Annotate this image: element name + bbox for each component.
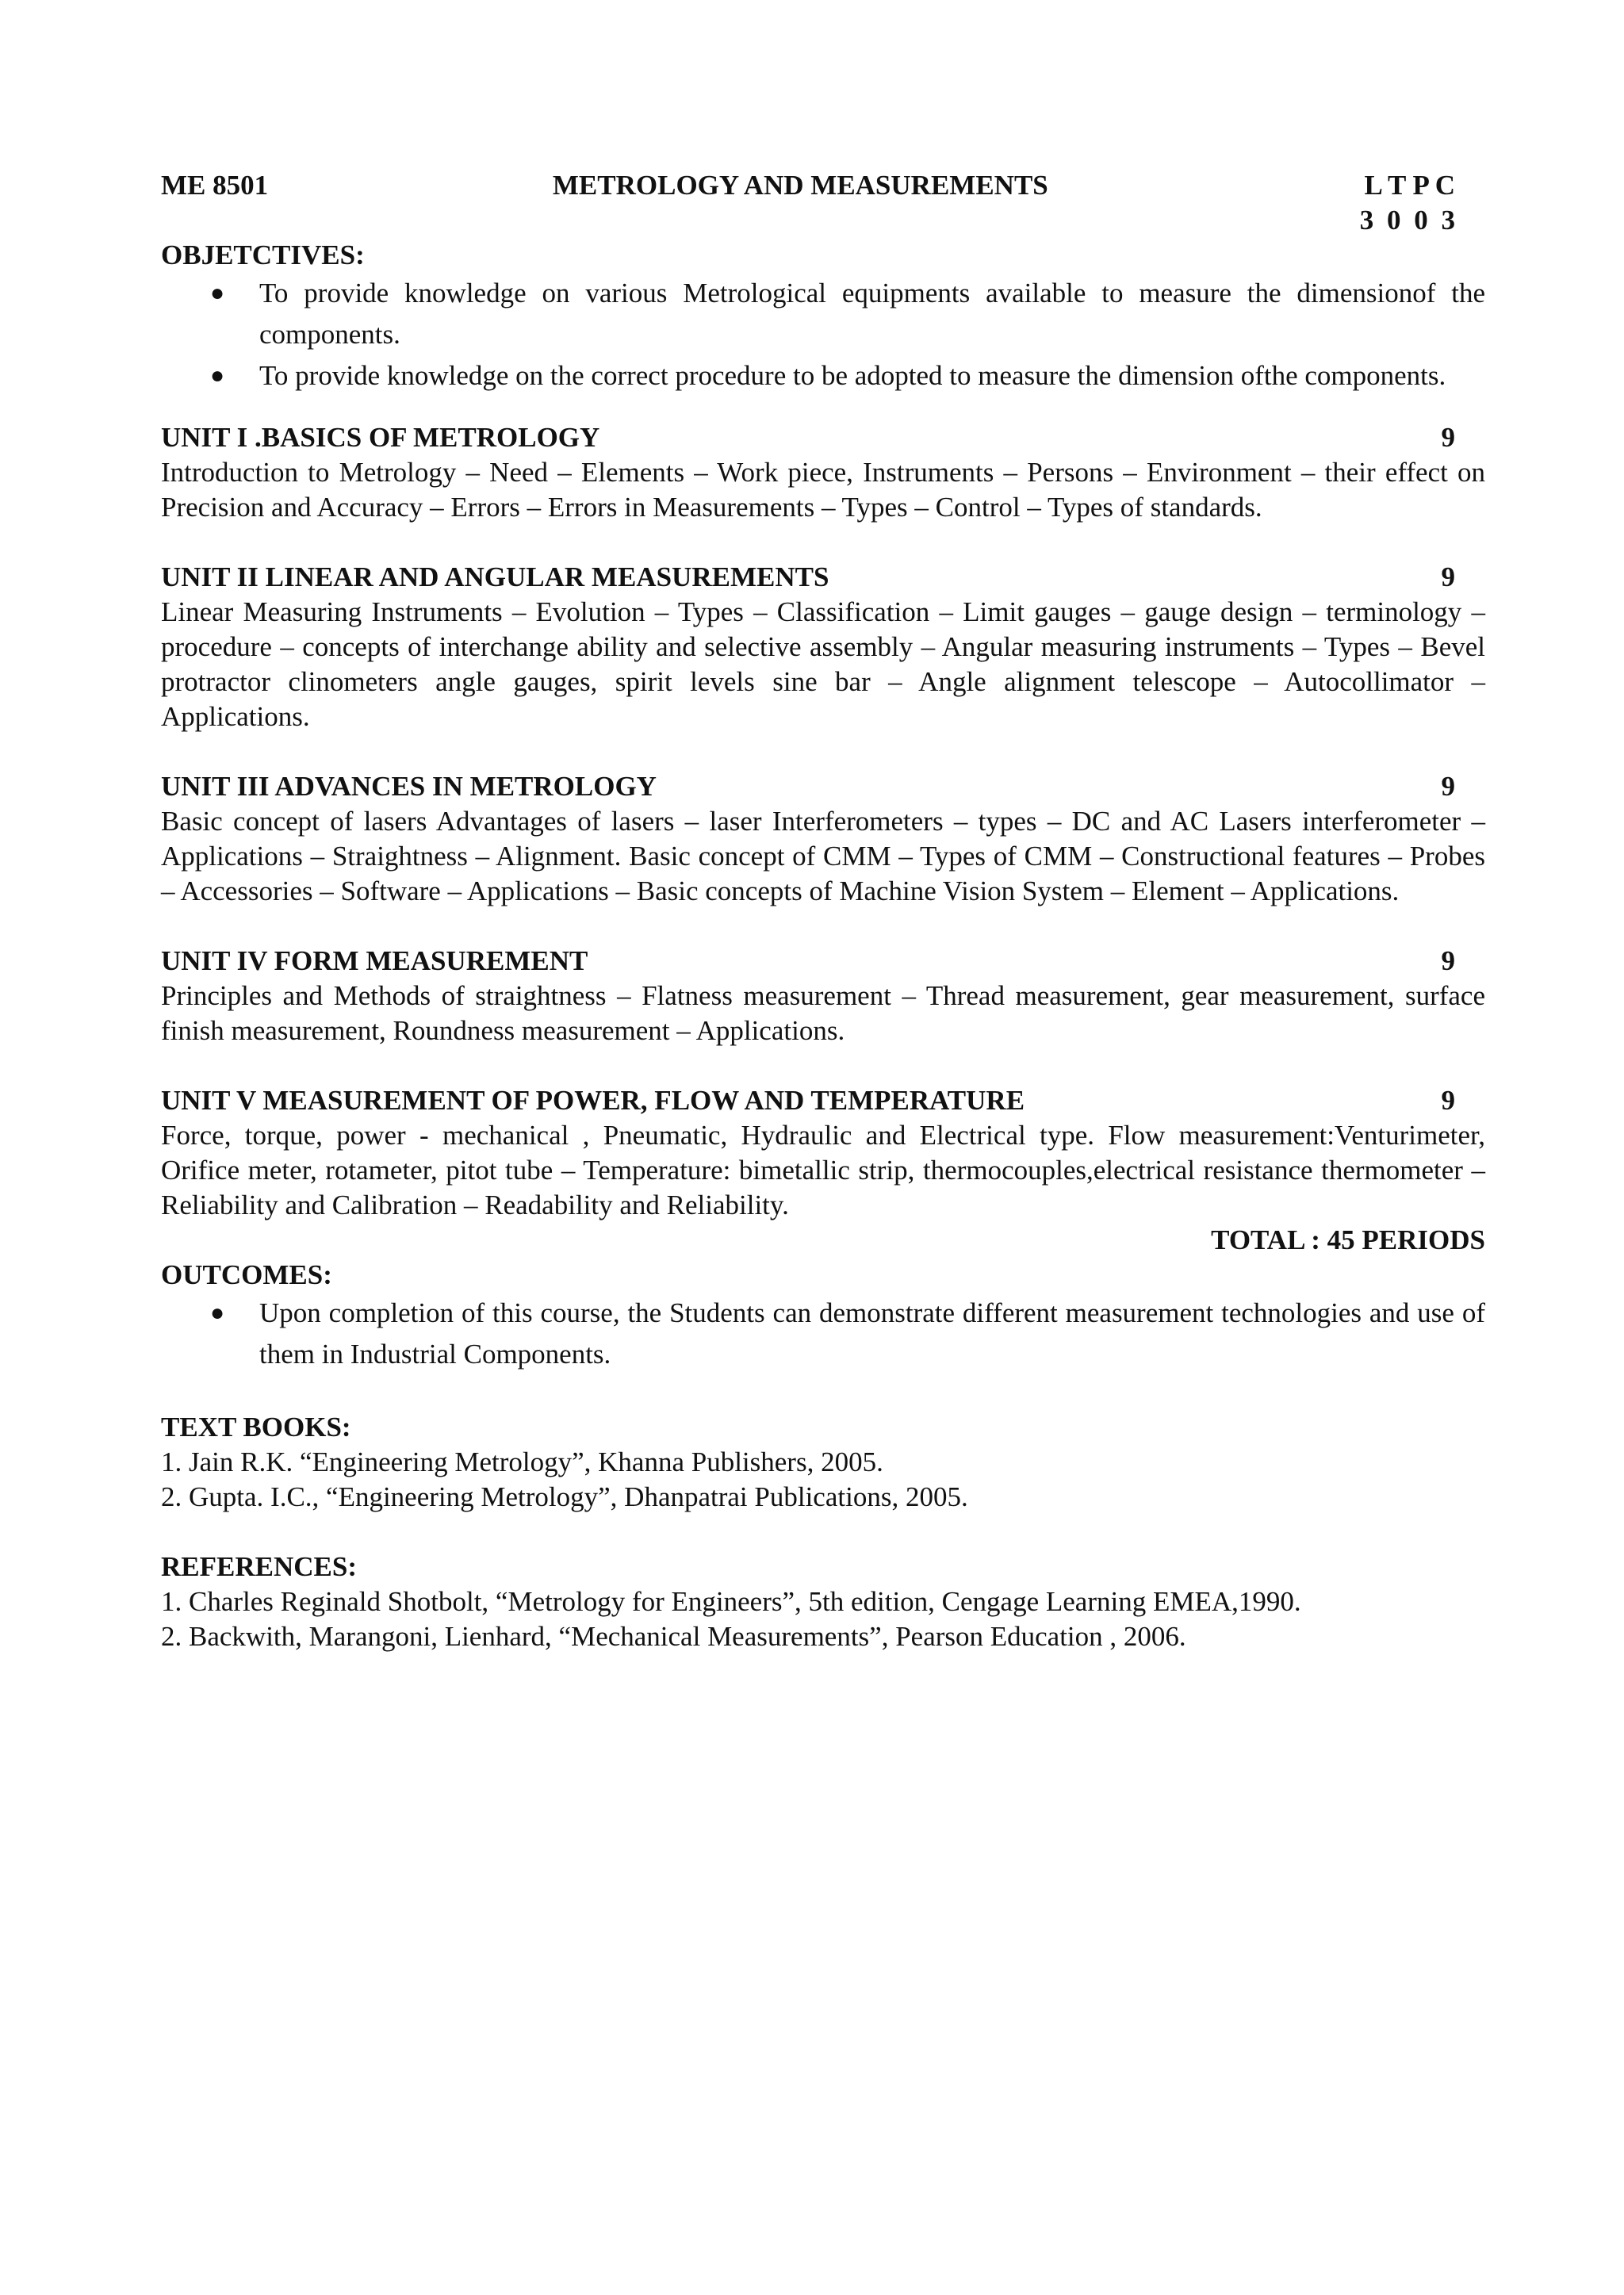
list-item: 2. Backwith, Marangoni, Lienhard, “Mechanical Measurements”, Pearson Education , 2006.: [161, 1621, 1186, 1652]
unit-hours: 9: [1441, 945, 1455, 976]
list-item: ● To provide knowledge on the correct procedure to be adopted to measure the dimension ofthe components.: [161, 355, 1485, 397]
unit-heading: UNIT I .BASICS OF METROLOGY 9: [161, 420, 1485, 455]
unit-2: [161, 560, 1485, 734]
unit-hours: 9: [1441, 561, 1455, 592]
total-periods: TOTAL : 45 PERIODS: [1211, 1224, 1485, 1255]
unit-hours: 9: [1441, 1085, 1455, 1116]
unit-body: Basic concept of lasers Advantages of lasers – laser Interferometers – types – DC and AC Lasers interferometer – Applications – Straightness – Alignment. Basic concept of CMM – Types of CMM – Constructional features – Probes – Accessories – Software – Applications – Basic concepts of Machine Vision System – Element – Applications.: [161, 806, 1485, 906]
unit-3: [161, 769, 1485, 909]
course-header: [161, 168, 1485, 203]
syllabus-page: [161, 168, 1485, 1654]
unit-5: [161, 1083, 1485, 1223]
text-books-heading: TEXT BOOKS:: [161, 1412, 351, 1443]
outcomes-heading: OUTCOMES:: [161, 1259, 332, 1290]
references-heading: REFERENCES:: [161, 1551, 357, 1582]
unit-hours: 9: [1441, 771, 1455, 802]
text-books-section: [161, 1410, 1485, 1515]
bullet-icon: ●: [210, 280, 225, 306]
objectives-heading: OBJETCTIVES:: [161, 239, 365, 270]
outcomes-list: [161, 1293, 1485, 1375]
course-code: ME 8501: [161, 170, 269, 201]
bullet-icon: ●: [210, 362, 225, 389]
ltpc-values: 3 0 0 3: [1359, 205, 1455, 236]
objectives-list: [161, 273, 1485, 397]
unit-body: Introduction to Metrology – Need – Elements – Work piece, Instruments – Persons – Environment – their effect on Precision and Accuracy – Errors – Errors in Measurements – Types – Control – Types of standards.: [161, 457, 1485, 523]
unit-heading: UNIT V MEASUREMENT OF POWER, FLOW AND TEMPERATURE 9: [161, 1083, 1485, 1118]
unit-4: [161, 944, 1485, 1048]
course-title: METROLOGY AND MEASUREMENTS: [552, 170, 1048, 201]
unit-heading: UNIT III ADVANCES IN METROLOGY 9: [161, 769, 1485, 804]
ltpc-label: L T P C: [1364, 170, 1455, 201]
references-section: [161, 1550, 1485, 1654]
unit-body: Principles and Methods of straightness – Flatness measurement – Thread measurement, gear measurement, surface finish measurement, Roundness measurement – Applications.: [161, 980, 1485, 1046]
unit-body: Force, torque, power - mechanical , Pneumatic, Hydraulic and Electrical type. Flow measurement:Venturimeter, Orifice meter, rotameter, pitot tube – Temperature: bimetallic strip, thermocouples,electrical resistance thermometer – Reliability and Calibration – Readability and Reliability.: [161, 1120, 1485, 1220]
list-item: 1. Charles Reginald Shotbolt, “Metrology for Engineers”, 5th edition, Cengage Learning EMEA,1990.: [161, 1586, 1301, 1617]
unit-hours: 9: [1441, 422, 1455, 453]
list-item: 1. Jain R.K. “Engineering Metrology”, Khanna Publishers, 2005.: [161, 1446, 883, 1477]
unit-1: [161, 420, 1485, 525]
unit-body: Linear Measuring Instruments – Evolution – Types – Classification – Limit gauges – gauge design – terminology – procedure – concepts of interchange ability and selective assembly – Angular measuring instruments – Types – Bevel protractor clinometers angle gauges, spirit levels sine bar – Angle alignment telescope – Autocollimator – Applications.: [161, 596, 1485, 732]
bullet-icon: ●: [210, 1300, 225, 1326]
list-item: 2. Gupta. I.C., “Engineering Metrology”, Dhanpatrai Publications, 2005.: [161, 1481, 968, 1512]
list-item: ● To provide knowledge on various Metrological equipments available to measure the dimensionof the components.: [161, 273, 1485, 355]
list-item: ● Upon completion of this course, the Students can demonstrate different measurement technologies and use of them in Industrial Components.: [161, 1293, 1485, 1375]
unit-heading: UNIT IV FORM MEASUREMENT 9: [161, 944, 1485, 979]
unit-heading: UNIT II LINEAR AND ANGULAR MEASUREMENTS 9: [161, 560, 1485, 595]
